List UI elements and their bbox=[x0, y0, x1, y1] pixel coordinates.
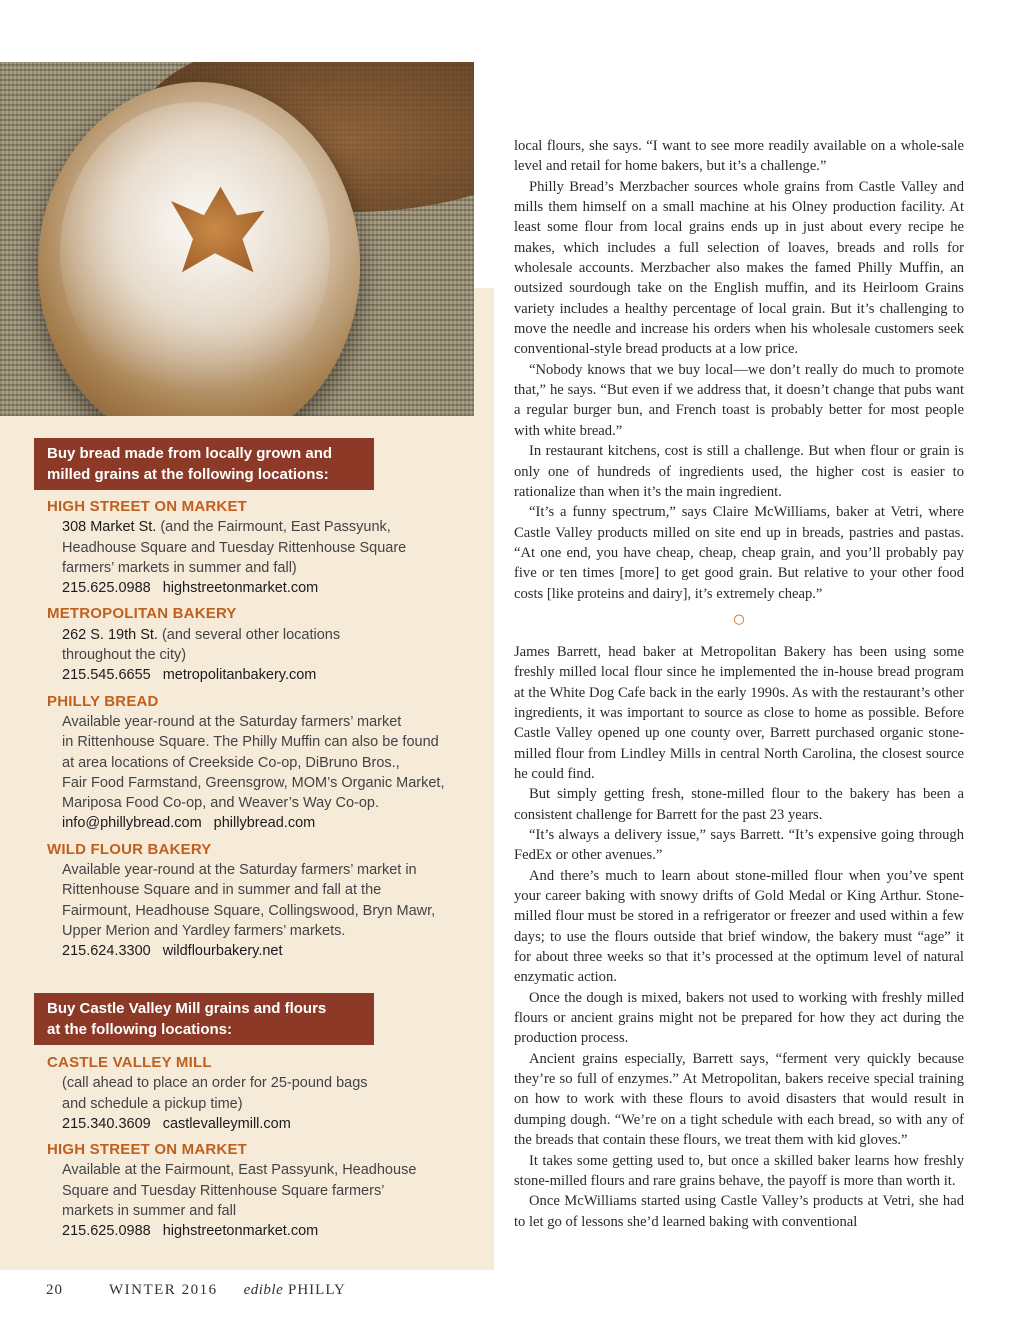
article-paragraph: But simply getting fresh, stone-milled flour to the bakery has been a consistent challenge for Barrett for the past 23 years. bbox=[514, 786, 964, 823]
location-note: (call ahead to place an order for 25-pound bags bbox=[62, 1075, 368, 1092]
contact-phone: 215.624.3300 bbox=[62, 943, 151, 960]
location-note: Mariposa Food Co-op, and Weaver’s Way Co-op. bbox=[62, 795, 379, 812]
location-contact bbox=[62, 813, 477, 833]
location-line bbox=[62, 538, 477, 558]
location-contact bbox=[62, 578, 477, 598]
section-divider: ○ bbox=[733, 611, 745, 627]
contact-phone: info@phillybread.com bbox=[62, 815, 202, 832]
location-name: HIGH STREET ON MARKET bbox=[47, 1141, 248, 1159]
location-note: Available year-round at the Saturday farmers’ market bbox=[62, 713, 402, 730]
location-line bbox=[62, 625, 477, 645]
location-line bbox=[62, 773, 477, 793]
location-line bbox=[62, 712, 477, 732]
location-details bbox=[47, 860, 477, 961]
contact-website: wildflourbakery.net bbox=[162, 943, 283, 960]
location-line bbox=[62, 1094, 477, 1114]
location-name: PHILLY BREAD bbox=[47, 692, 159, 710]
location-name: WILD FLOUR BAKERY bbox=[47, 840, 212, 858]
location-line bbox=[62, 793, 477, 813]
article-paragraph: local flours, she says. “I want to see more readily available on a whole-sale level and retail for home bakers, but it’s a challenge.” bbox=[514, 138, 964, 175]
location-details bbox=[47, 517, 477, 598]
article-paragraph: “Nobody knows that we buy local—we don’t really do much to promote that,” he says. “But even if we address that, it doesn’t change that pubs want a regular burger bun, and French toast is probably better for most people with white bread.” bbox=[514, 361, 964, 439]
location-line bbox=[62, 1160, 477, 1180]
bread-location-list bbox=[47, 497, 477, 962]
magazine-name-italic: edible bbox=[243, 1282, 284, 1298]
article-paragraph: “It’s always a delivery issue,” says Barrett. “It’s expensive going through FedEx or other avenues.” bbox=[514, 827, 964, 864]
page-number: 20 bbox=[46, 1282, 63, 1298]
location-line bbox=[62, 880, 477, 900]
bread-callout-header bbox=[34, 438, 374, 490]
bread-loaf-photo bbox=[0, 62, 474, 416]
location-note: at area locations of Creekside Co-op, DiBruno Bros., bbox=[62, 754, 400, 771]
location-details bbox=[47, 1073, 477, 1134]
location-line bbox=[62, 1201, 477, 1221]
callout-line: milled grains at the following locations: bbox=[47, 466, 329, 483]
location-contact bbox=[62, 1114, 477, 1134]
location-note: markets in summer and fall bbox=[62, 1203, 237, 1220]
magazine-name-city: PHILLY bbox=[287, 1282, 346, 1298]
location-line bbox=[62, 558, 477, 578]
article-paragraph: Once the dough is mixed, bakers not used to working with freshly milled flours or ancient grains might not be prepared for how they act during the production process. bbox=[514, 989, 964, 1047]
location-note: Upper Merion and Yardley farmers’ markets. bbox=[62, 922, 346, 939]
article-paragraph: In restaurant kitchens, cost is still a challenge. But when flour or grain is only one of hundreds of ingredients used, the higher cost is easier to rationalize than when it’s the main ingredient. bbox=[514, 443, 964, 500]
callout-line: Buy Castle Valley Mill grains and flours bbox=[47, 1000, 327, 1017]
magazine-name bbox=[244, 1282, 346, 1298]
location-details bbox=[47, 625, 477, 686]
contact-phone: 215.545.6655 bbox=[62, 667, 151, 684]
article-section-top bbox=[514, 136, 964, 604]
location-note: farmers’ markets in summer and fall) bbox=[62, 559, 297, 576]
location-contact bbox=[62, 941, 477, 961]
location-note: Available at the Fairmount, East Passyunk, Headhouse bbox=[62, 1162, 417, 1179]
article-paragraph: “It’s a funny spectrum,” says Claire McWilliams, baker at Vetri, where Castle Valley products milled on site end up in breads, pastries and pastas. “At one end, you have cheap, cheap, cheap grain, and you’ll probably pay five or ten times [more] to get good grain. But relative to your other food costs [like proteins and dairy], it’s extremely cheap.” bbox=[514, 504, 964, 602]
location-note: Fairmount, Headhouse Square, Collingswood, Bryn Mawr, bbox=[62, 902, 436, 919]
location-note: Headhouse Square and Tuesday Rittenhouse Square bbox=[62, 539, 407, 556]
street-address: 262 S. 19th St. bbox=[62, 626, 158, 643]
article-paragraph: James Barrett, head baker at Metropolitan Bakery has been using some freshly milled local flour since he implemented the in-house bread program at the White Dog Cafe back in the early 1990s. As with the restaurant’s other ingredients, it was important to source as close to home as possible. Before Castle Valley opened up one county over, Barrett purchased organic stone-milled flour from Lindley Mills in central North Carolina, the closest source he could find. bbox=[514, 643, 964, 782]
location-contact bbox=[62, 665, 477, 685]
location-name: HIGH STREET ON MARKET bbox=[47, 498, 248, 515]
grains-callout-header bbox=[34, 993, 374, 1045]
location-line bbox=[62, 1073, 477, 1093]
article-section-bottom bbox=[514, 642, 964, 1232]
location-line bbox=[62, 753, 477, 773]
location-name: METROPOLITAN BAKERY bbox=[47, 605, 237, 623]
location-line bbox=[62, 860, 477, 880]
location-note: Available year-round at the Saturday farmers’ market in bbox=[62, 862, 417, 879]
location-line bbox=[62, 517, 477, 537]
location-note: (and several other locations bbox=[157, 626, 341, 643]
callout-line: at the following locations: bbox=[47, 1021, 232, 1038]
grain-location-list bbox=[47, 1053, 477, 1242]
location-contact bbox=[62, 1221, 477, 1241]
location-line bbox=[62, 1181, 477, 1201]
contact-phone: 215.340.3609 bbox=[62, 1115, 151, 1132]
contact-website: phillybread.com bbox=[213, 815, 316, 832]
issue-season: WINTER 2016 bbox=[109, 1282, 218, 1298]
location-note: Fair Food Farmstand, Greensgrow, MOM’s Organic Market, bbox=[62, 774, 445, 791]
contact-phone: 215.625.0988 bbox=[62, 1223, 151, 1240]
contact-website: highstreetonmarket.com bbox=[162, 1223, 319, 1240]
location-note: and schedule a pickup time) bbox=[62, 1095, 243, 1112]
contact-phone: 215.625.0988 bbox=[62, 580, 151, 597]
article-paragraph: Ancient grains especially, Barrett says, “ferment very quickly because they’re so full of enzymes.” At Metropolitan, bakers receive special training on how to work with these flours to avoid disasters that would result in dumping dough. “We’re on a tight schedule with each bread, so with any of the breads that contain these flours, we treat them with kid gloves.” bbox=[514, 1050, 964, 1149]
article-paragraph: Once McWilliams started using Castle Valley’s products at Vetri, she had to let go of lessons she’d learned baking with conventional bbox=[514, 1193, 964, 1230]
contact-website: highstreetonmarket.com bbox=[162, 580, 319, 597]
location-line bbox=[62, 732, 477, 752]
location-line bbox=[62, 901, 477, 921]
location-note: Square and Tuesday Rittenhouse Square farmers’ bbox=[62, 1182, 385, 1199]
location-details bbox=[47, 712, 477, 834]
article-paragraph: Philly Bread’s Merzbacher sources whole grains from Castle Valley and mills them himself on a small machine at his Olney production facility. At least some flour from local grains ends up in just about every recipe he makes, which includes a full selection of loaves, breads and rolls for wholesale accounts. Merzbacher also makes the famed Philly Muffin, an outsized sourdough take on the English muffin, and its Heirloom Grains variety includes a healthy percentage of local grain. But it’s challenging to move the needle and increase his orders when his wholesale customers seek conventional-style bread products at a low price. bbox=[514, 178, 964, 358]
location-line bbox=[62, 921, 477, 941]
location-line bbox=[62, 645, 477, 665]
contact-website: castlevalleymill.com bbox=[162, 1115, 291, 1132]
location-note: throughout the city) bbox=[62, 647, 187, 664]
street-address: 308 Market St. bbox=[62, 519, 157, 536]
location-note: Rittenhouse Square and in summer and fall at the bbox=[62, 882, 382, 899]
callout-line: Buy bread made from locally grown and bbox=[47, 445, 333, 462]
location-note: (and the Fairmount, East Passyunk, bbox=[156, 519, 391, 536]
location-details bbox=[47, 1160, 477, 1241]
location-name: CASTLE VALLEY MILL bbox=[47, 1054, 212, 1071]
article-paragraph: It takes some getting used to, but once a skilled baker learns how freshly stone-milled flours and rare grains behave, the payoff is more than worth it. bbox=[514, 1152, 964, 1189]
article-column bbox=[514, 136, 964, 1232]
location-note: in Rittenhouse Square. The Philly Muffin can also be found bbox=[62, 734, 439, 751]
page-footer bbox=[46, 1282, 346, 1299]
contact-website: metropolitanbakery.com bbox=[162, 667, 317, 684]
article-paragraph: And there’s much to learn about stone-milled flour when you’ve spent your career baking with snowy drifts of Gold Medal or King Arthur. Stone-milled flour must be stored in a refrigerator or freezer and used within a few days; to use the flours outside that brief window, the bakery must “age” it for about three weeks so that it’s processed at the optimum level of natural enzymatic action. bbox=[514, 867, 964, 986]
